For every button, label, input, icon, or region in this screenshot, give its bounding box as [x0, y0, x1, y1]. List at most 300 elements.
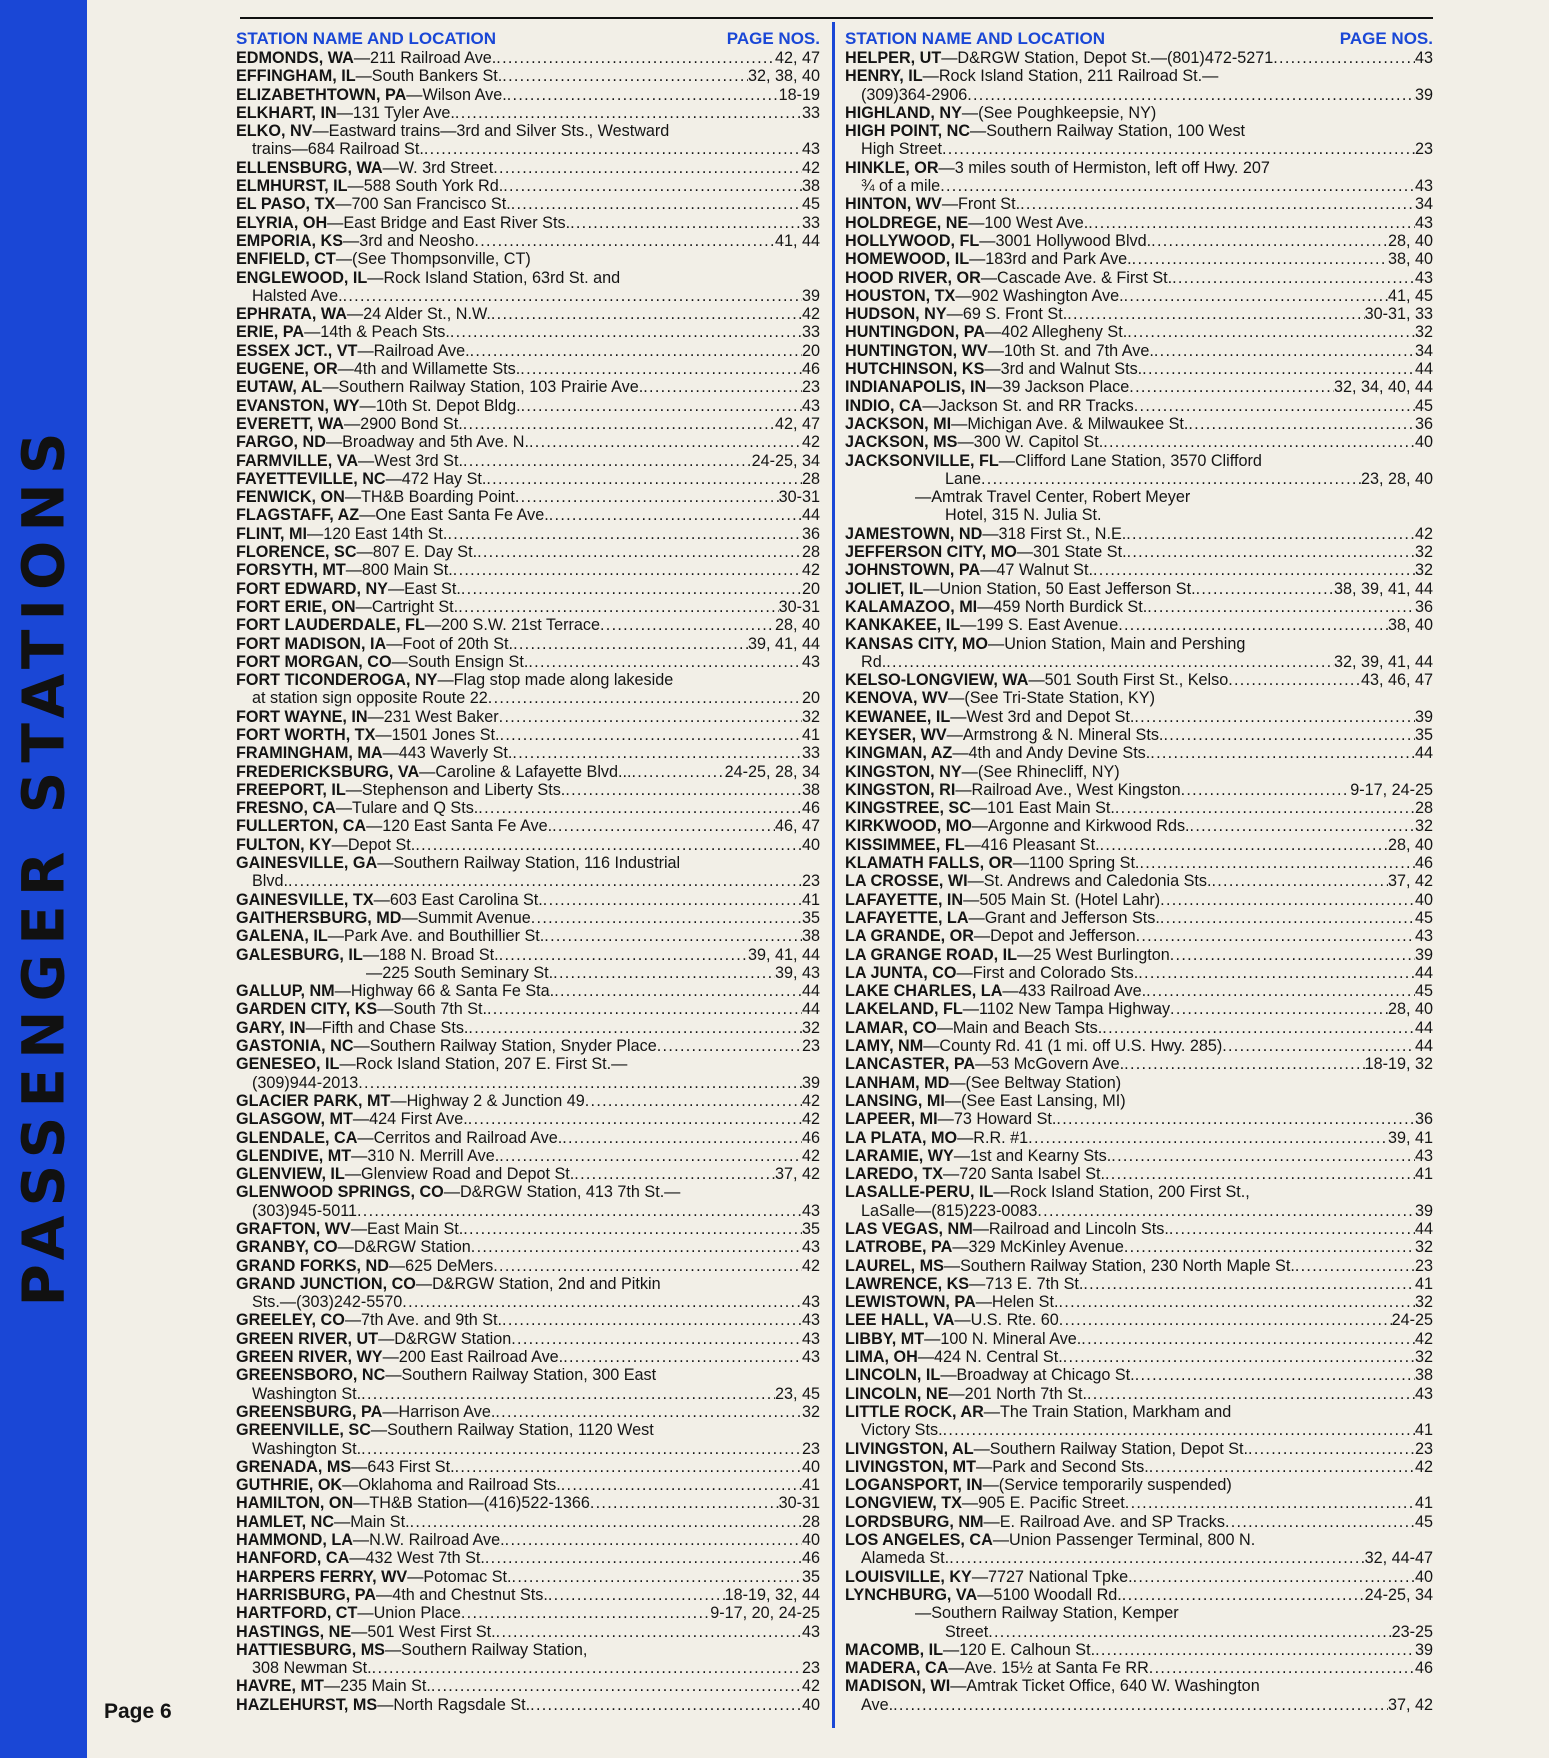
page-numbers: 44	[1414, 1018, 1433, 1037]
station-name: HIGH POINT, NC	[845, 122, 971, 141]
station-location: —East Main St.	[350, 1220, 464, 1238]
station-entry-line	[845, 927, 1433, 945]
station-location: —Southern Railway Station, 116 Industrial	[377, 854, 681, 873]
station-location: —Rock Island Station, 200 First St.,	[993, 1183, 1250, 1202]
dot-leader	[499, 1147, 802, 1165]
station-entry-line	[236, 1129, 820, 1147]
dot-leader	[1124, 287, 1388, 305]
station-name: KALAMAZOO, MI	[845, 597, 978, 616]
station-entry-line	[236, 342, 820, 360]
entry-text	[236, 726, 500, 744]
station-location: —Clifford Lane Station, 3570 Clifford	[998, 451, 1262, 470]
station-name: FARMVILLE, VA	[236, 451, 359, 470]
station-name: LEE HALL, VA	[845, 1311, 955, 1330]
station-name: ELMHURST, IL	[236, 177, 348, 196]
station-entry-line	[845, 1129, 1433, 1147]
dot-leader	[1170, 946, 1415, 964]
entry-text	[236, 214, 570, 232]
page-numbers: 46, 47	[774, 817, 820, 836]
entry-text	[236, 1311, 502, 1329]
station-name: LARAMIE, WY	[845, 1146, 954, 1165]
entry-text	[252, 689, 488, 707]
page-numbers: 24-25, 28, 34	[724, 762, 820, 781]
station-entry-line	[845, 671, 1433, 689]
entry-text	[845, 342, 1154, 360]
page-numbers: 38	[801, 177, 820, 196]
page-numbers: 33	[801, 323, 820, 342]
station-entry-line	[236, 378, 820, 396]
page-numbers: 41	[1414, 1165, 1433, 1184]
station-name: EPHRATA, WA	[236, 305, 347, 324]
station-location: —25 West Burlington	[1017, 945, 1170, 964]
station-name: LA PLATA, MO	[845, 1128, 958, 1147]
entry-text	[845, 781, 1181, 799]
dot-leader	[470, 342, 802, 360]
page-numbers: 43, 46, 47	[1360, 671, 1433, 690]
page-numbers: 28	[801, 1512, 820, 1531]
station-location: —433 Railroad Ave.	[1002, 982, 1147, 1001]
station-entry-line	[236, 1421, 820, 1439]
dot-leader	[1196, 580, 1334, 598]
entry-text	[861, 140, 942, 158]
dot-leader	[1133, 1568, 1415, 1586]
station-name: LOGANSPORT, IN	[845, 1476, 983, 1495]
dot-leader	[486, 470, 802, 488]
header-pages-label: PAGE NOS.	[1339, 29, 1433, 48]
station-location: —231 West Baker	[367, 707, 499, 726]
station-location: —69 S. Front St.	[946, 305, 1068, 324]
entry-text	[845, 1037, 1222, 1055]
station-name: EFFINGHAM, IL	[236, 67, 356, 86]
dot-leader	[499, 946, 748, 964]
station-location: Victory Sts.	[861, 1421, 943, 1440]
station-entry-line	[845, 1055, 1433, 1073]
page-numbers: 42	[1414, 1457, 1433, 1476]
station-name: LA CROSSE, WI	[845, 872, 968, 891]
page-numbers: 42	[801, 158, 820, 177]
station-entry-line	[236, 1220, 820, 1238]
entry-text	[845, 67, 1218, 85]
dot-leader	[1225, 1513, 1415, 1531]
page-numbers: 41	[801, 890, 820, 909]
page-numbers: 35	[1414, 725, 1433, 744]
station-name: GRANBY, CO	[236, 1238, 338, 1257]
page-numbers: 43	[801, 1238, 820, 1257]
page-numbers: 40	[1414, 1567, 1433, 1586]
page-numbers: 28	[801, 469, 820, 488]
station-entry-line	[845, 799, 1433, 817]
entry-text	[252, 287, 343, 305]
dot-leader	[453, 561, 802, 579]
station-entry-line	[845, 1074, 1433, 1092]
station-entry-line	[845, 946, 1433, 964]
station-location: —West 3rd and Depot St.	[950, 707, 1135, 726]
dot-leader	[1088, 214, 1415, 232]
station-name: KIRKWOOD, MO	[845, 817, 972, 836]
page-numbers: 43	[801, 1329, 820, 1348]
station-location: —Stephenson and Liberty Sts.	[345, 780, 566, 799]
entry-text	[252, 1659, 372, 1677]
station-entry-line	[845, 1604, 1433, 1622]
entry-text	[366, 964, 553, 982]
page-numbers: 42	[801, 433, 820, 452]
station-name: MADERA, CA	[845, 1659, 949, 1678]
station-entry-line	[236, 1623, 820, 1641]
station-location: Lane	[945, 469, 982, 488]
station-entry-line	[845, 1220, 1433, 1238]
station-name: FORSYTH, MT	[236, 561, 346, 580]
dot-leader	[485, 1549, 802, 1567]
dot-leader	[1248, 1440, 1415, 1458]
station-entry-line	[236, 726, 820, 744]
station-name: LINCOLN, IL	[845, 1366, 941, 1385]
page-numbers: 20	[801, 689, 820, 708]
station-name: HUNTINGTON, WV	[845, 341, 988, 360]
entry-text	[845, 1476, 1232, 1494]
station-name: HOOD RIVER, OR	[845, 268, 981, 287]
station-location: —D&RGW Station, Depot St.—(801)472-5271	[941, 49, 1274, 67]
dot-leader	[543, 891, 802, 909]
station-location: —211 Railroad Ave.	[353, 49, 497, 67]
station-location: —South 7th St.	[377, 1000, 487, 1019]
column-divider	[832, 22, 835, 1728]
station-name: INDIANAPOLIS, IN	[845, 378, 987, 397]
station-entry-line	[236, 1037, 820, 1055]
station-location: —101 East Main St.	[970, 799, 1115, 818]
station-location: —U.S. Rte. 60	[954, 1311, 1059, 1330]
station-entry-line	[845, 67, 1433, 85]
dot-leader	[343, 287, 802, 305]
station-location: —Depot St.	[331, 835, 416, 854]
page-numbers: 38, 40	[1387, 250, 1433, 269]
page-numbers: 45	[801, 195, 820, 214]
station-name: GALLUP, NM	[236, 982, 335, 1001]
dot-leader	[886, 653, 1334, 671]
station-name: LOS ANGELES, CA	[845, 1531, 993, 1550]
station-name: GRAFTON, WV	[236, 1220, 351, 1238]
station-entry-line	[845, 506, 1433, 524]
station-entry-line	[236, 1586, 820, 1604]
station-name: LAREDO, TX	[845, 1165, 944, 1184]
station-entry-line	[236, 1183, 820, 1201]
station-location: —432 West 7th St.	[349, 1549, 485, 1568]
station-location: Washington St.	[252, 1439, 362, 1458]
page-numbers: 41	[1414, 1421, 1433, 1440]
station-location: —700 San Francisco St.	[335, 195, 511, 214]
station-location: —1102 New Tampa Highway	[962, 1000, 1171, 1019]
station-location: trains—684 Railroad St.	[252, 140, 424, 159]
station-name: LAFAYETTE, LA	[845, 908, 969, 927]
entry-text	[861, 1696, 893, 1714]
dot-leader	[549, 506, 802, 524]
station-location: —Broadway and 5th Ave. N.	[325, 433, 529, 452]
entry-text	[845, 909, 1160, 927]
entry-text	[236, 982, 554, 1000]
station-location: —3 miles south of Hermiston, left off Hwy. 207	[938, 158, 1270, 177]
station-entry-line	[845, 1019, 1433, 1037]
dot-leader	[493, 159, 802, 177]
station-entry-line	[845, 781, 1433, 799]
entry-text	[236, 195, 511, 213]
station-entry-line	[236, 49, 820, 67]
page-numbers: 43	[801, 652, 820, 671]
page-numbers: 45	[1414, 396, 1433, 415]
station-location: —Highway 66 & Santa Fe Sta.	[334, 982, 555, 1001]
station-location: —E. Railroad Ave. and SP Tracks	[983, 1512, 1225, 1531]
entry-text	[845, 836, 1100, 854]
page-numbers: 35	[801, 908, 820, 927]
station-entry-line	[236, 671, 820, 689]
station-location: —329 McKinley Avenue	[952, 1238, 1124, 1257]
station-entry-line	[236, 1147, 820, 1165]
station-entry-line	[236, 561, 820, 579]
station-entry-line	[236, 744, 820, 762]
dot-leader	[562, 1129, 802, 1147]
station-name: LAFAYETTE, IN	[845, 890, 964, 909]
page-numbers: 28, 40	[1387, 835, 1433, 854]
station-entry-line	[845, 1568, 1433, 1586]
entry-text	[845, 689, 1155, 707]
station-location: —Southern Railway Station, 1120 West	[370, 1421, 654, 1440]
page-numbers: 32	[801, 1018, 820, 1037]
dot-leader	[515, 488, 779, 506]
station-location: —2900 Bond St.	[343, 414, 463, 433]
station-location: Washington St.	[252, 1384, 362, 1403]
station-entry-line	[236, 909, 820, 927]
station-entry-line	[236, 360, 820, 378]
station-location: —(Service temporarily suspended)	[982, 1476, 1232, 1495]
station-location: —W. 3rd Street	[382, 158, 494, 177]
page-numbers: 35	[801, 1567, 820, 1586]
station-name: HINTON, WV	[845, 195, 942, 214]
entry-text	[236, 104, 455, 122]
station-name: FORT MORGAN, CO	[236, 652, 392, 671]
station-location: —625 DeMers	[388, 1256, 494, 1275]
entry-text	[236, 397, 521, 415]
page-numbers: 46	[1414, 854, 1433, 873]
station-entry-line	[236, 799, 820, 817]
station-name: LEWISTOWN, PA	[845, 1293, 976, 1312]
page-numbers: 23	[801, 1439, 820, 1458]
dot-leader	[600, 616, 775, 634]
station-location: —West 3rd St.	[358, 451, 463, 470]
station-entry-line	[236, 433, 820, 451]
station-location: —Tulare and Q Sts.	[335, 799, 479, 818]
entry-text	[236, 177, 503, 195]
page-numbers: 42, 47	[774, 414, 820, 433]
page-numbers: 42	[801, 1110, 820, 1129]
dot-leader	[1134, 397, 1415, 415]
station-entry-line	[845, 1000, 1433, 1018]
station-name: KINGSTON, RI	[845, 780, 956, 799]
page-numbers: 33	[801, 103, 820, 122]
station-entry-line	[236, 1440, 820, 1458]
entry-text	[236, 232, 474, 250]
station-name: JOHNSTOWN, PA	[845, 561, 981, 580]
station-location: 308 Newman St.	[252, 1659, 372, 1678]
station-name: KINGMAN, AZ	[845, 744, 953, 763]
station-entry-line	[845, 397, 1433, 415]
entry-text	[845, 360, 1142, 378]
entry-text	[845, 1129, 1028, 1147]
station-name: ENFIELD, CT	[236, 250, 336, 269]
entry-text	[861, 1549, 949, 1567]
right-column	[845, 28, 1433, 1714]
station-name: HENRY, IL	[845, 67, 923, 86]
station-location: —100 West Ave.	[968, 213, 1089, 232]
dot-leader	[1154, 342, 1415, 360]
dot-leader	[1067, 305, 1364, 323]
entry-text	[236, 543, 477, 561]
station-entry-line	[236, 1293, 820, 1311]
station-entry-line	[236, 1019, 820, 1037]
station-name: GREEN RIVER, UT	[236, 1329, 379, 1348]
dot-leader	[458, 598, 778, 616]
station-entry-line	[236, 1000, 820, 1018]
page-numbers: 30-31	[778, 1494, 820, 1513]
dot-leader	[548, 1586, 725, 1604]
dot-leader	[1136, 927, 1415, 945]
column-header	[845, 28, 1433, 49]
station-name: GALENA, IL	[236, 927, 328, 946]
station-location: —(See Thompsonville, CT)	[335, 250, 531, 269]
entry-text	[252, 872, 288, 890]
station-location: —10th St. and 7th Ave.	[987, 341, 1154, 360]
page-numbers: 38	[1414, 1366, 1433, 1385]
station-location: —Summit Avenue	[401, 908, 531, 927]
entry-text	[945, 470, 981, 488]
station-location: —47 Walnut St.	[980, 561, 1093, 580]
dot-leader	[1081, 1330, 1415, 1348]
station-entry-line	[236, 525, 820, 543]
page-numbers: 39	[1414, 1640, 1433, 1659]
page-numbers: 43	[1414, 49, 1433, 67]
entry-text	[861, 653, 886, 671]
dot-leader	[468, 1110, 802, 1128]
page-numbers: 34	[1414, 341, 1433, 360]
station-name: LA GRANGE ROAD, IL	[845, 945, 1018, 964]
station-name: EDMONDS, WA	[236, 49, 354, 67]
station-location: —73 Howard St.	[937, 1110, 1057, 1129]
dot-leader	[893, 1696, 1388, 1714]
entry-text	[945, 1623, 988, 1641]
entry-text	[236, 1275, 661, 1293]
entry-text	[236, 269, 620, 287]
page-numbers: 23	[801, 1037, 820, 1056]
page-numbers: 39	[1414, 1201, 1433, 1220]
page-numbers: 30-31	[778, 488, 820, 507]
station-name: GREENSBORO, NC	[236, 1366, 386, 1385]
dot-leader	[1138, 964, 1415, 982]
station-entry-line	[845, 616, 1433, 634]
station-name: EL PASO, TX	[236, 195, 336, 214]
page-numbers: 42	[801, 1091, 820, 1110]
entry-text	[236, 1000, 487, 1018]
entry-text	[236, 1696, 530, 1714]
entry-text	[236, 122, 669, 140]
station-location: —225 South Seminary St.	[366, 963, 554, 982]
station-name: LIVINGSTON, MT	[845, 1457, 977, 1476]
station-entry-line	[845, 817, 1433, 835]
entry-text	[861, 1421, 943, 1439]
dot-leader	[1160, 909, 1415, 927]
station-entry-line	[845, 1238, 1433, 1256]
station-location: —4th and Andy Devine Sts.	[952, 744, 1151, 763]
page-numbers: 36	[1414, 414, 1433, 433]
station-entry-line	[845, 1696, 1433, 1714]
station-name: FRAMINGHAM, MA	[236, 744, 383, 763]
dot-leader	[949, 1549, 1364, 1567]
station-entry-line	[845, 1110, 1433, 1128]
station-name: FORT LAUDERDALE, FL	[236, 616, 425, 635]
station-entry-line	[236, 250, 820, 268]
station-entry-line	[236, 269, 820, 287]
station-location: —300 W. Capitol St.	[957, 433, 1104, 452]
station-entry-line	[845, 1037, 1433, 1055]
entry-text	[252, 140, 424, 158]
page-numbers: 45	[1414, 908, 1433, 927]
dot-leader	[1190, 817, 1415, 835]
station-location: —D&RGW Station, 413 7th St.—	[443, 1183, 681, 1202]
station-entry-line	[845, 1531, 1433, 1549]
station-entry-line	[236, 927, 820, 945]
dot-leader	[1188, 415, 1415, 433]
page-numbers: 23	[801, 1659, 820, 1678]
station-name: GARY, IN	[236, 1018, 306, 1037]
dot-leader	[1020, 195, 1415, 213]
page-numbers: 32	[1414, 543, 1433, 562]
station-location: —Jackson St. and RR Tracks	[922, 396, 1134, 415]
entry-text	[845, 1275, 1083, 1293]
page-numbers: 42	[801, 1256, 820, 1275]
dot-leader	[1063, 1348, 1415, 1366]
station-name: LAUREL, MS	[845, 1256, 944, 1275]
dot-leader	[415, 836, 802, 854]
station-name: FORT WAYNE, IN	[236, 707, 368, 726]
station-entry-line	[236, 1202, 820, 1220]
station-entry-line	[845, 1421, 1433, 1439]
entry-text	[845, 799, 1115, 817]
entry-text	[236, 49, 496, 67]
station-entry-line	[845, 744, 1433, 762]
dot-leader	[502, 67, 748, 85]
entry-text	[236, 927, 544, 945]
station-location: —TH&B Boarding Point	[344, 488, 515, 507]
station-location: Blvd.	[252, 872, 288, 891]
dot-leader	[1273, 49, 1415, 67]
entry-text	[845, 598, 1147, 616]
station-name: MACOMB, IL	[845, 1640, 944, 1659]
page-numbers: 24-25	[1391, 1311, 1433, 1330]
station-entry-line	[236, 195, 820, 213]
station-location: —The Train Station, Markham and	[983, 1402, 1232, 1421]
page-numbers: 43	[801, 1622, 820, 1641]
page-numbers: 44	[801, 982, 820, 1001]
page-numbers: 43	[1414, 927, 1433, 946]
station-name: FORT ERIE, ON	[236, 597, 356, 616]
station-location: —3rd and Walnut Sts.	[984, 360, 1143, 379]
dot-leader	[1149, 1458, 1415, 1476]
dot-leader	[643, 378, 802, 396]
page-numbers: 41	[1414, 1274, 1433, 1293]
dot-leader	[402, 1293, 802, 1311]
station-name: LANHAM, MD	[845, 1073, 950, 1092]
page-numbers: 44	[1414, 1037, 1433, 1056]
dot-leader	[574, 1165, 775, 1183]
station-name: MADISON, WI	[845, 1677, 951, 1696]
station-location: —Caroline & Lafayette Blvd...	[419, 762, 632, 781]
station-entry-line	[845, 763, 1433, 781]
